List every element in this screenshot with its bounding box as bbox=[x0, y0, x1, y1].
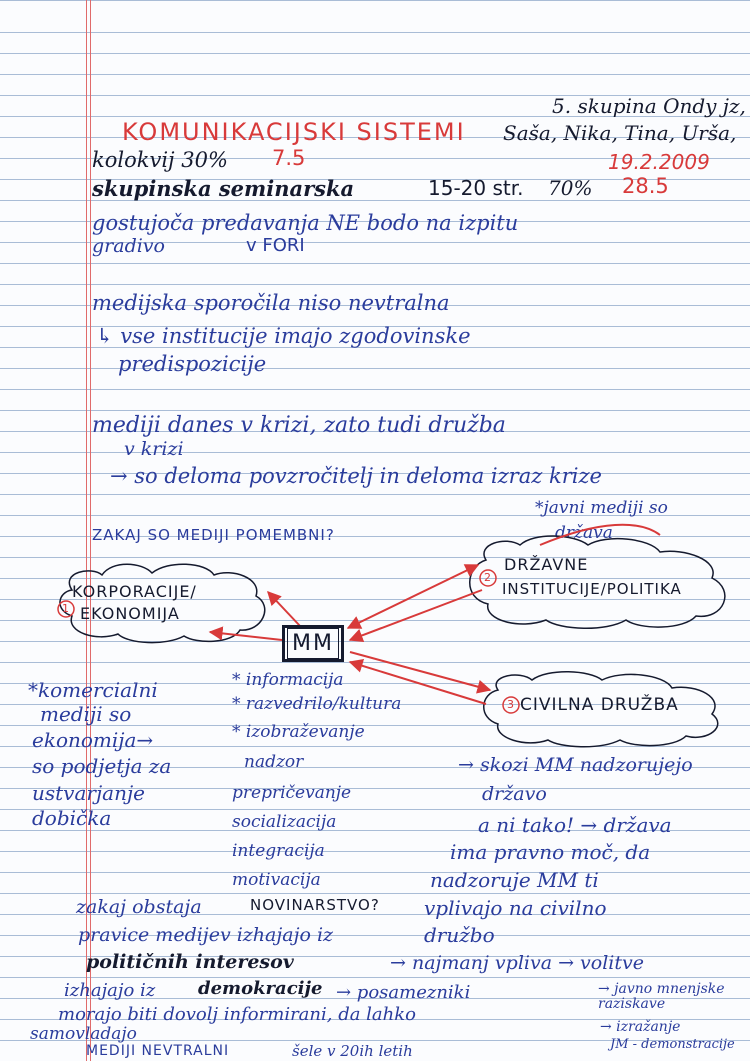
note-line: v krizi bbox=[124, 438, 184, 460]
function-item: motivacija bbox=[232, 870, 321, 890]
right-column-line: ima pravno moč, da bbox=[450, 840, 651, 864]
bottom-nevtralni: MEDIJI NEVTRALNI bbox=[86, 1043, 230, 1059]
node-2-line2: INSTITUCIJE/POLITIKA bbox=[502, 580, 682, 598]
node-1-line1: KORPORACIJE/ bbox=[72, 582, 197, 601]
group-members: Saša, Nika, Tina, Urša, bbox=[503, 121, 737, 145]
left-column-line: dobička bbox=[32, 806, 112, 830]
node-2-line1: DRŽAVNE bbox=[504, 555, 589, 574]
grading-seminar-score: 28.5 bbox=[622, 174, 669, 198]
grading-seminar-pages: 15-20 str. bbox=[428, 176, 524, 200]
bottom-novinarstvo: NOVINARSTVO? bbox=[250, 896, 380, 914]
right-column-line: vplivajo na civilno bbox=[424, 896, 607, 920]
right-column-line: družbo bbox=[424, 923, 495, 947]
note-line: gradivo bbox=[92, 235, 165, 257]
date: 19.2.2009 bbox=[608, 150, 710, 174]
grading-seminar-pct: 70% bbox=[548, 176, 593, 200]
page-title: KOMUNIKACIJSKI SISTEMI bbox=[122, 118, 466, 146]
right-column-line: → skozi MM nadzorujejo bbox=[458, 754, 693, 776]
left-column-line: mediji so bbox=[40, 702, 132, 726]
group-label: 5. skupina Ondy jz, bbox=[552, 94, 746, 118]
note-line: v FORI bbox=[246, 235, 305, 256]
grading-kolokvij-score: 7.5 bbox=[272, 146, 306, 170]
diagram-question: ZAKAJ SO MEDIJI POMEMBNI? bbox=[92, 526, 335, 544]
public-media-note-2: država bbox=[555, 523, 613, 543]
bottom-posamezniki: → posamezniki bbox=[336, 982, 471, 1003]
right-column-line: a ni tako! → država bbox=[478, 813, 672, 837]
arrow-mm-korporacije bbox=[210, 632, 282, 640]
mm-label: MM bbox=[287, 628, 339, 659]
grading-seminar: skupinska seminarska bbox=[92, 176, 355, 201]
function-item: socializacija bbox=[232, 812, 337, 832]
side-note: JM - demonstracije bbox=[610, 1037, 735, 1052]
bottom-pravice: pravice medijev izhajajo iz bbox=[78, 924, 334, 946]
note-line: medijska sporočila niso nevtralna bbox=[92, 291, 450, 315]
function-item: prepričevanje bbox=[232, 783, 352, 803]
right-column-line: državo bbox=[482, 783, 547, 805]
left-column-line: ustvarjanje bbox=[32, 781, 146, 805]
function-item: * razvedrilo/kultura bbox=[232, 694, 402, 714]
right-column-line: → najmanj vpliva → volitve bbox=[390, 952, 644, 974]
bottom-samovladajo: samovladajo bbox=[30, 1024, 137, 1044]
note-line: predispozicije bbox=[118, 352, 267, 376]
bottom-izhajajo: izhajajo iz bbox=[64, 980, 156, 1001]
function-item: * izobraževanje bbox=[232, 722, 365, 742]
note-line: → so deloma povzročitelj in deloma izraz krize bbox=[110, 464, 602, 488]
left-column-line: so podjetja za bbox=[32, 754, 172, 778]
arrow-mm-drzavne bbox=[348, 565, 478, 628]
side-note: → javno mnenjske raziskave bbox=[598, 981, 725, 1012]
grading-kolokvij: kolokvij 30% bbox=[92, 148, 228, 172]
arrow-mm-korporacije-up bbox=[268, 592, 300, 626]
note-line: mediji danes v krizi, zato tudi družba bbox=[92, 413, 506, 438]
bottom-sele: šele v 20ih letih bbox=[292, 1042, 413, 1060]
node-3-line1: CIVILNA DRUŽBA bbox=[520, 695, 679, 715]
node-2-number: 2 bbox=[484, 571, 491, 584]
left-column-line: *komercialni bbox=[28, 678, 158, 702]
node-1-number: 1 bbox=[62, 602, 69, 615]
function-item: nadzor bbox=[244, 752, 304, 772]
note-line: gostujoča predavanja NE bodo na izpitu bbox=[92, 211, 519, 235]
bottom-demokracije: demokracije bbox=[198, 978, 323, 999]
node-1-line2: EKONOMIJA bbox=[80, 604, 180, 623]
left-column-line: ekonomija→ bbox=[32, 728, 154, 752]
mm-box bbox=[282, 625, 344, 662]
node-3-number: 3 bbox=[507, 698, 514, 711]
right-column-line: nadzoruje MM ti bbox=[430, 868, 599, 892]
note-line: ↳ vse institucije imajo zgodovinske bbox=[96, 324, 471, 348]
arrow-drzavne-mm bbox=[350, 590, 482, 640]
function-item: * informacija bbox=[232, 670, 344, 690]
public-media-note: *javni mediji so bbox=[535, 498, 668, 518]
bottom-morajo: morajo biti dovolj informirani, da lahko bbox=[58, 1004, 417, 1025]
side-note: → izražanje bbox=[600, 1019, 681, 1035]
bottom-novinarstvo-prefix: zakaj obstaja bbox=[76, 896, 202, 918]
function-item: integracija bbox=[232, 841, 325, 861]
bottom-politicni: političnih interesov bbox=[86, 951, 294, 973]
